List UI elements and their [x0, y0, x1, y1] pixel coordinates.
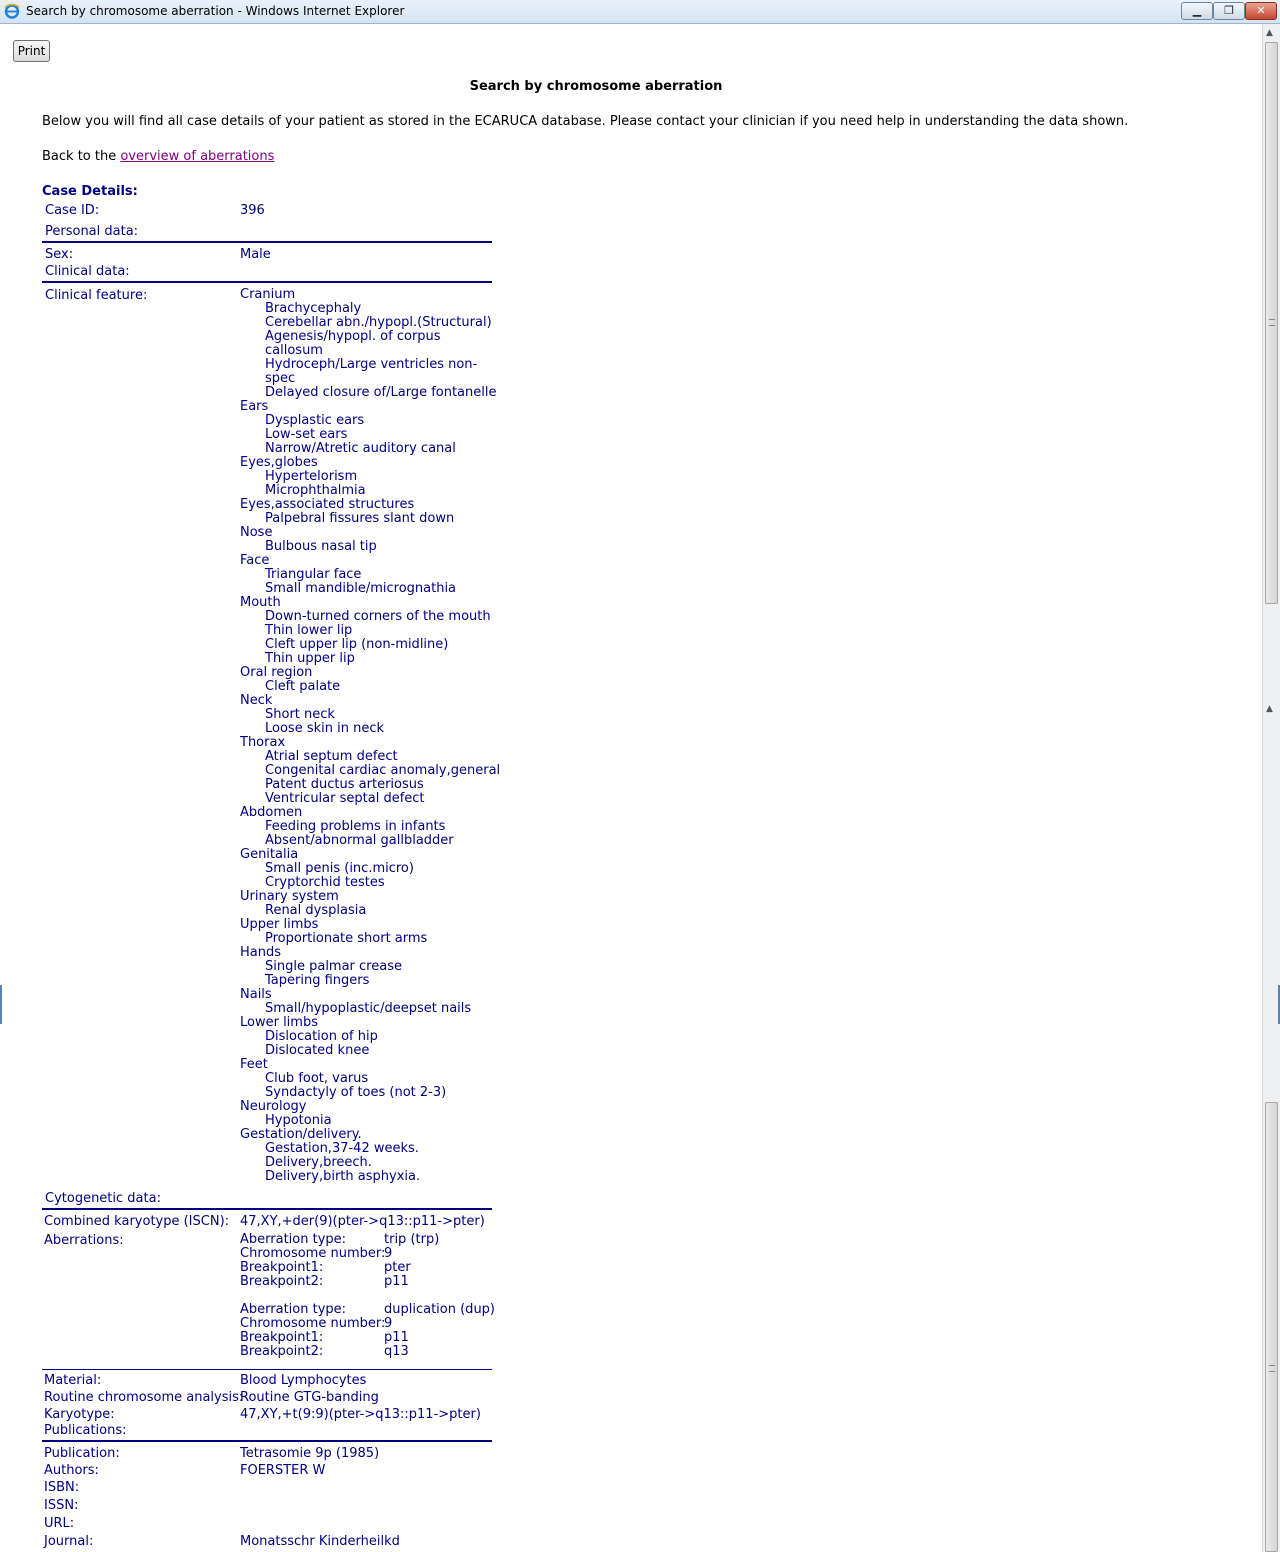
breakpoint1-value: p11: [384, 1330, 409, 1345]
clinical-category: Nose: [240, 525, 273, 540]
material-value: Blood Lymphocytes: [240, 1373, 367, 1388]
clinical-feature-item: Feeding problems in infants: [265, 819, 446, 834]
clinical-category: Hands: [240, 945, 282, 960]
url-row: [42, 1514, 492, 1532]
clinical-category: Oral region: [240, 665, 313, 680]
karyotype-value: 47,XY,+t(9:9)(pter->q13::p11->pter): [240, 1407, 481, 1422]
breakpoint1-label: Breakpoint1:: [240, 1330, 324, 1345]
breakpoint2-label: Breakpoint2:: [240, 1274, 324, 1289]
clinical-feature-item: Dislocation of hip: [265, 1029, 378, 1044]
material-row: [42, 1370, 492, 1388]
material-label: Material:: [44, 1373, 102, 1388]
close-button[interactable]: ✕: [1245, 2, 1277, 20]
case-details-heading: Case Details:: [42, 184, 138, 199]
clinical-feature-item: Thin upper lip: [265, 651, 355, 666]
clinical-feature-item: Short neck: [265, 707, 335, 722]
isbn-row: [42, 1478, 492, 1496]
clinical-feature-item: Delayed closure of/Large fontanelle: [265, 385, 497, 400]
clinical-feature-item: spec: [265, 371, 296, 386]
clinical-category: Eyes,globes: [240, 455, 318, 470]
publication-label: Publication:: [44, 1446, 120, 1461]
karyotype-iscn-value: 47,XY,+der(9)(pter->q13::p11->pter): [240, 1214, 485, 1229]
clinical-feature-item: Ventricular septal defect: [265, 791, 425, 806]
clinical-feature-item: Proportionate short arms: [265, 931, 428, 946]
aberration-type-label: Aberration type:: [240, 1232, 347, 1247]
aberration-type-value: duplication (dup): [384, 1302, 496, 1317]
intro-text: Below you will find all case details of your patient as stored in the ECARUCA database. Please contact your clinician if you need help in understanding the data shown.: [42, 114, 1129, 129]
case-details-table: [42, 201, 501, 1549]
clinical-feature-item: Triangular face: [265, 567, 362, 582]
clinical-feature-item: Patent ductus arteriosus: [265, 777, 424, 792]
scrollbar-thumb-lower[interactable]: [1265, 1102, 1278, 1552]
clinical-feature-item: Hypotonia: [265, 1113, 332, 1128]
clinical-category: Genitalia: [240, 847, 299, 862]
case-id-value: 396: [240, 203, 265, 218]
clinical-feature-item: Delivery,birth asphyxia.: [265, 1169, 421, 1184]
clinical-feature-item: Cleft palate: [265, 679, 341, 694]
scroll-up-arrow-icon[interactable]: ▲: [1266, 704, 1273, 714]
authors-row: [42, 1461, 492, 1478]
clinical-feature-item: Down-turned corners of the mouth: [265, 609, 491, 624]
karyotype-row: [42, 1405, 492, 1422]
clinical-feature-item: Cryptorchid testes: [265, 875, 385, 890]
sex-row: [42, 243, 492, 262]
aberrations-row: [42, 1229, 496, 1359]
breakpoint1-label: Breakpoint1:: [240, 1260, 324, 1275]
karyotype-label: Karyotype:: [44, 1407, 115, 1422]
clinical-feature-item: Dysplastic ears: [265, 413, 365, 428]
clinical-feature-item: Thin lower lip: [265, 623, 353, 638]
clinical-feature-item: Delivery,breech.: [265, 1155, 372, 1170]
chromosome-number-value: 9: [384, 1246, 393, 1261]
breakpoint2-value: p11: [384, 1274, 409, 1289]
clinical-data-heading: Clinical data:: [42, 262, 492, 283]
minimize-button[interactable]: ▁: [1181, 2, 1213, 20]
routine-analysis-label: Routine chromosome analysis:: [44, 1390, 244, 1405]
clinical-feature-item: Atrial septum defect: [265, 749, 398, 764]
publication-row: [42, 1442, 492, 1461]
aberration-type-label: Aberration type:: [240, 1302, 347, 1317]
clinical-feature-item: callosum: [265, 343, 323, 358]
clinical-feature-item: Renal dysplasia: [265, 903, 367, 918]
clinical-feature-row: [42, 283, 501, 1184]
clinical-feature-item: Narrow/Atretic auditory canal: [265, 441, 456, 456]
journal-value: Monatsschr Kinderheilkd: [240, 1534, 400, 1549]
karyotype-iscn-label: Combined karyotype (ISCN):: [44, 1214, 230, 1229]
authors-label: Authors:: [44, 1463, 99, 1478]
clinical-feature-item: Small/hypoplastic/deepset nails: [265, 1001, 472, 1016]
clinical-feature-item: Cleft upper lip (non-midline): [265, 637, 449, 652]
clinical-feature-item: Bulbous nasal tip: [265, 539, 377, 554]
window-edge-left: [0, 985, 2, 1024]
clinical-feature-item: Dislocated knee: [265, 1043, 370, 1058]
back-line: [42, 149, 274, 164]
cytogenetic-data-heading: Cytogenetic data:: [42, 1184, 492, 1210]
sex-value: Male: [240, 247, 271, 262]
clinical-feature-item: Small penis (inc.micro): [265, 861, 414, 876]
clinical-category: Neurology: [240, 1099, 307, 1114]
clinical-feature-item: Hypertelorism: [265, 469, 358, 484]
print-button[interactable]: Print: [13, 40, 50, 62]
clinical-category: Mouth: [240, 595, 281, 610]
window-title: Search by chromosome aberration - Windows Internet Explorer: [26, 4, 405, 18]
clinical-category: Thorax: [240, 735, 286, 750]
clinical-category: Nails: [240, 987, 272, 1002]
clinical-feature-item: Congenital cardiac anomaly,general: [265, 763, 501, 778]
overview-of-aberrations-link[interactable]: overview of aberrations: [120, 149, 275, 164]
clinical-feature-item: Cerebellar abn./hypopl.(Structural): [265, 315, 492, 330]
sex-label: Sex:: [45, 247, 74, 262]
aberrations-label: Aberrations:: [44, 1233, 124, 1248]
clinical-category: Upper limbs: [240, 917, 319, 932]
scrollbar-thumb[interactable]: [1265, 42, 1278, 604]
authors-value: FOERSTER W: [240, 1463, 326, 1478]
aberration-block: [240, 1233, 492, 1289]
publications-heading: Publications:: [42, 1422, 492, 1442]
clinical-feature-item: Single palmar crease: [265, 959, 402, 974]
clinical-feature-item: Tapering fingers: [265, 973, 370, 988]
publication-value: Tetrasomie 9p (1985): [240, 1446, 380, 1461]
clinical-feature-item: Microphthalmia: [265, 483, 366, 498]
clinical-category: Urinary system: [240, 889, 339, 904]
clinical-category: Neck: [240, 693, 273, 708]
issn-row: [42, 1496, 492, 1514]
window-titlebar: [0, 0, 1280, 24]
breakpoint2-label: Breakpoint2:: [240, 1344, 324, 1359]
breakpoint2-value: q13: [384, 1344, 409, 1359]
case-id-label: Case ID:: [45, 203, 100, 218]
page-title: Search by chromosome aberration: [469, 79, 723, 94]
clinical-feature-item: Absent/abnormal gallbladder: [265, 833, 454, 848]
clinical-category: Eyes,associated structures: [240, 497, 415, 512]
chromosome-number-value: 9: [384, 1316, 393, 1331]
journal-row: [42, 1532, 492, 1549]
breakpoint1-value: pter: [384, 1260, 411, 1275]
issn-label: ISSN:: [44, 1498, 79, 1513]
isbn-label: ISBN:: [44, 1480, 80, 1495]
clinical-feature-item: Agenesis/hypopl. of corpus: [265, 329, 441, 344]
url-label: URL:: [44, 1516, 75, 1531]
clinical-category: Face: [240, 553, 270, 568]
routine-analysis-value: Routine GTG-banding: [240, 1390, 379, 1405]
personal-data-heading: Personal data:: [42, 218, 492, 243]
clinical-feature-item: Loose skin in neck: [265, 721, 385, 736]
internet-explorer-icon: [4, 3, 20, 19]
vertical-scrollbar-lower[interactable]: [1262, 1024, 1280, 1552]
clinical-feature-item: Club foot, varus: [265, 1071, 369, 1086]
scroll-up-arrow-icon[interactable]: ▲: [1266, 28, 1273, 38]
aberrations-list: [240, 1232, 496, 1359]
clinical-category: Ears: [240, 399, 269, 414]
chromosome-number-label: Chromosome number:: [240, 1316, 386, 1331]
clinical-feature-item: Hydroceph/Large ventricles non-: [265, 357, 478, 372]
clinical-feature-item: Brachycephaly: [265, 301, 362, 316]
chromosome-number-label: Chromosome number:: [240, 1246, 386, 1261]
aberration-block: [240, 1302, 496, 1359]
case-id-row: [42, 201, 492, 218]
maximize-button[interactable]: ❐: [1213, 2, 1245, 20]
karyotype-iscn-row: [42, 1210, 492, 1229]
back-prefix: Back to the: [42, 149, 121, 164]
clinical-category: Feet: [240, 1057, 268, 1072]
clinical-category: Lower limbs: [240, 1015, 318, 1030]
clinical-feature-item: Syndactyly of toes (not 2-3): [265, 1085, 447, 1100]
journal-label: Journal:: [44, 1534, 94, 1549]
clinical-feature-item: Low-set ears: [265, 427, 348, 442]
clinical-category: Abdomen: [240, 805, 303, 820]
clinical-feature-label: Clinical feature:: [45, 288, 148, 303]
clinical-feature-item: Gestation,37-42 weeks.: [265, 1141, 419, 1156]
vertical-scrollbar[interactable]: [1262, 24, 1280, 1024]
clinical-feature-item: Palpebral fissures slant down: [265, 511, 455, 526]
page-viewport: [0, 24, 1262, 1552]
clinical-category: Cranium: [240, 287, 296, 302]
routine-analysis-row: [42, 1388, 492, 1405]
aberration-type-value: trip (trp): [384, 1232, 440, 1247]
clinical-feature-item: Small mandible/micrognathia: [265, 581, 457, 596]
clinical-feature-list: [240, 287, 501, 1184]
clinical-category: Gestation/delivery.: [240, 1127, 362, 1142]
